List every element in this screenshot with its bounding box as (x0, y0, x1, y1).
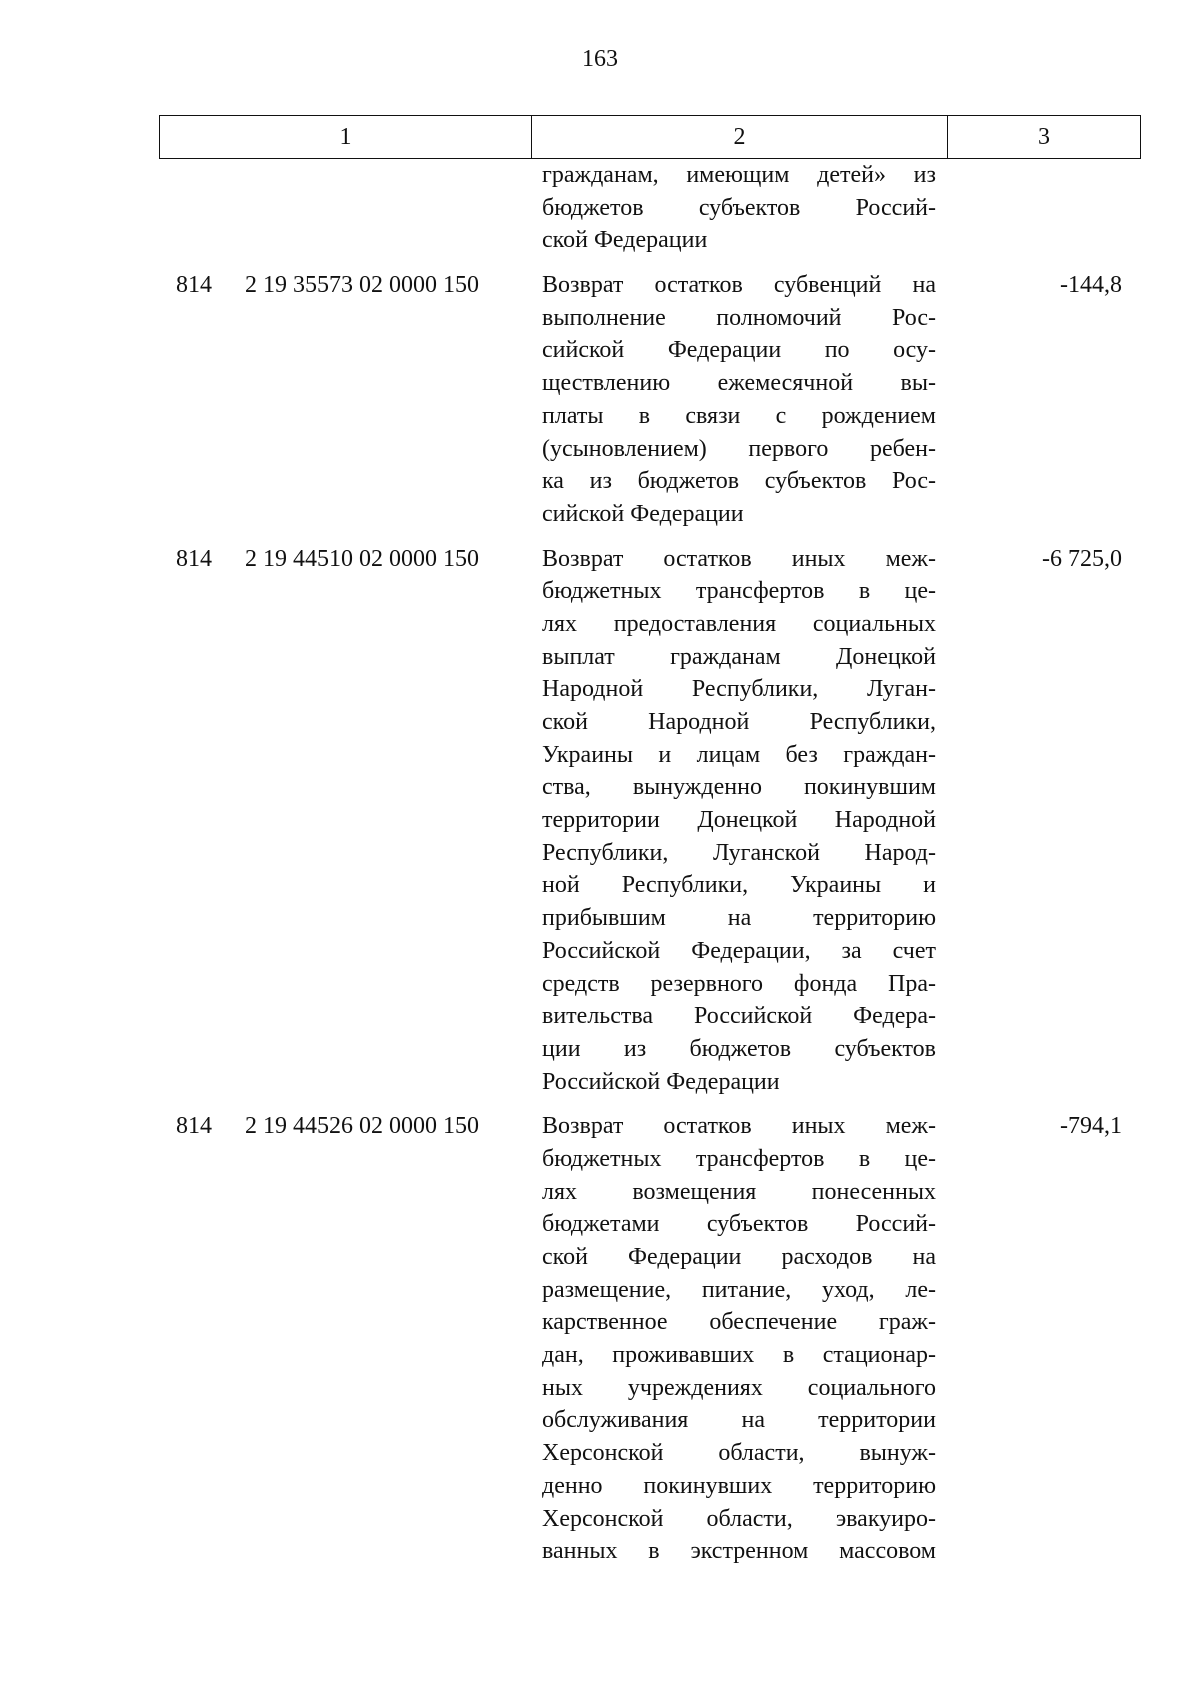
description-line: ка из бюджетов субъектов Рос- (542, 468, 936, 495)
description-line: Народной Республики, Луган- (542, 676, 936, 703)
table-row (0, 543, 1200, 1099)
description-line: бюджетами субъектов Россий- (542, 1211, 936, 1238)
description-line: дан, проживавших в стационар- (542, 1342, 936, 1369)
table-header (159, 115, 1141, 159)
admin-code: 814 (176, 545, 212, 572)
description-line: (усыновлением) первого ребен- (542, 435, 936, 462)
amount: -794,1 (1060, 1113, 1122, 1140)
budget-classification-code: 2 19 44510 02 0000 150 (245, 545, 479, 572)
admin-code: 814 (176, 1113, 212, 1140)
description-line: ской Федерации расходов на (542, 1244, 936, 1270)
row-description (542, 1110, 936, 1568)
description-line: Республики, Луганской Народ- (542, 839, 936, 866)
description-line: ных учреждениях социального (542, 1374, 936, 1401)
description-line: Российской Федерации, за счет (542, 937, 936, 964)
description-line: ной Республики, Украины и (542, 872, 936, 899)
budget-classification-code: 2 19 35573 02 0000 150 (245, 272, 479, 299)
description-line: сийской Федерации по осу- (542, 337, 936, 364)
description-line: лях возмещения понесенных (542, 1178, 936, 1205)
description-line: выплат гражданам Донецкой (542, 643, 936, 670)
row-description (542, 543, 936, 1099)
description-line: Херсонской области, вынуж- (542, 1440, 936, 1467)
amount: -144,8 (1060, 272, 1122, 299)
description-line: ществлению ежемесячной вы- (542, 370, 936, 397)
description-line: выполнение полномочий Рос- (542, 304, 936, 331)
amount: -6 725,0 (1042, 545, 1122, 572)
description-line: карственное обеспечение граж- (542, 1309, 936, 1336)
description-line: ции из бюджетов субъектов (542, 1035, 936, 1062)
admin-code: 814 (176, 272, 212, 299)
description-line: платы в связи с рождением (542, 402, 936, 429)
description-line: Возврат остатков субвенций на (542, 272, 936, 299)
description-line: сийской Федерации (542, 500, 744, 527)
description-line: бюджетных трансфертов в це- (542, 578, 936, 605)
description-line: обслуживания на территории (542, 1407, 936, 1434)
row-description (542, 159, 936, 257)
description-line: средств резервного фонда Пра- (542, 970, 936, 997)
description-line: бюджетов субъектов Россий- (542, 194, 936, 221)
budget-classification-code: 2 19 44526 02 0000 150 (245, 1113, 479, 1140)
description-line: Российской Федерации (542, 1068, 780, 1095)
description-line: Украины и лицам без граждан- (542, 741, 936, 768)
table-body (0, 159, 1200, 1580)
table-row (0, 269, 1200, 531)
description-line: территории Донецкой Народной (542, 807, 936, 834)
row-description (542, 269, 936, 531)
description-line: ванных в экстренном массовом (542, 1538, 936, 1565)
description-line: Возврат остатков иных меж- (542, 1113, 936, 1140)
header-cell-1: 1 (160, 116, 532, 158)
table-row (0, 1110, 1200, 1568)
description-line: гражданам, имеющим детей» из (542, 162, 936, 188)
description-line: размещение, питание, уход, ле- (542, 1276, 936, 1303)
description-line: вительства Российской Федера- (542, 1003, 936, 1030)
description-line: ства, вынужденно покинувшим (542, 774, 936, 801)
description-line: бюджетных трансфертов в це- (542, 1145, 936, 1172)
description-line: Херсонской области, эвакуиро- (542, 1505, 936, 1532)
header-cell-2: 2 (532, 116, 948, 158)
description-line: ской Федерации (542, 227, 708, 254)
description-line: лях предоставления социальных (542, 610, 936, 637)
description-line: прибывшим на территорию (542, 905, 936, 932)
page-number: 163 (582, 46, 618, 72)
header-cell-3: 3 (1038, 123, 1050, 150)
table-row-continuation (0, 159, 1200, 257)
description-line: ской Народной Республики, (542, 709, 936, 735)
description-line: денно покинувших территорию (542, 1472, 936, 1499)
description-line: Возврат остатков иных меж- (542, 545, 936, 572)
